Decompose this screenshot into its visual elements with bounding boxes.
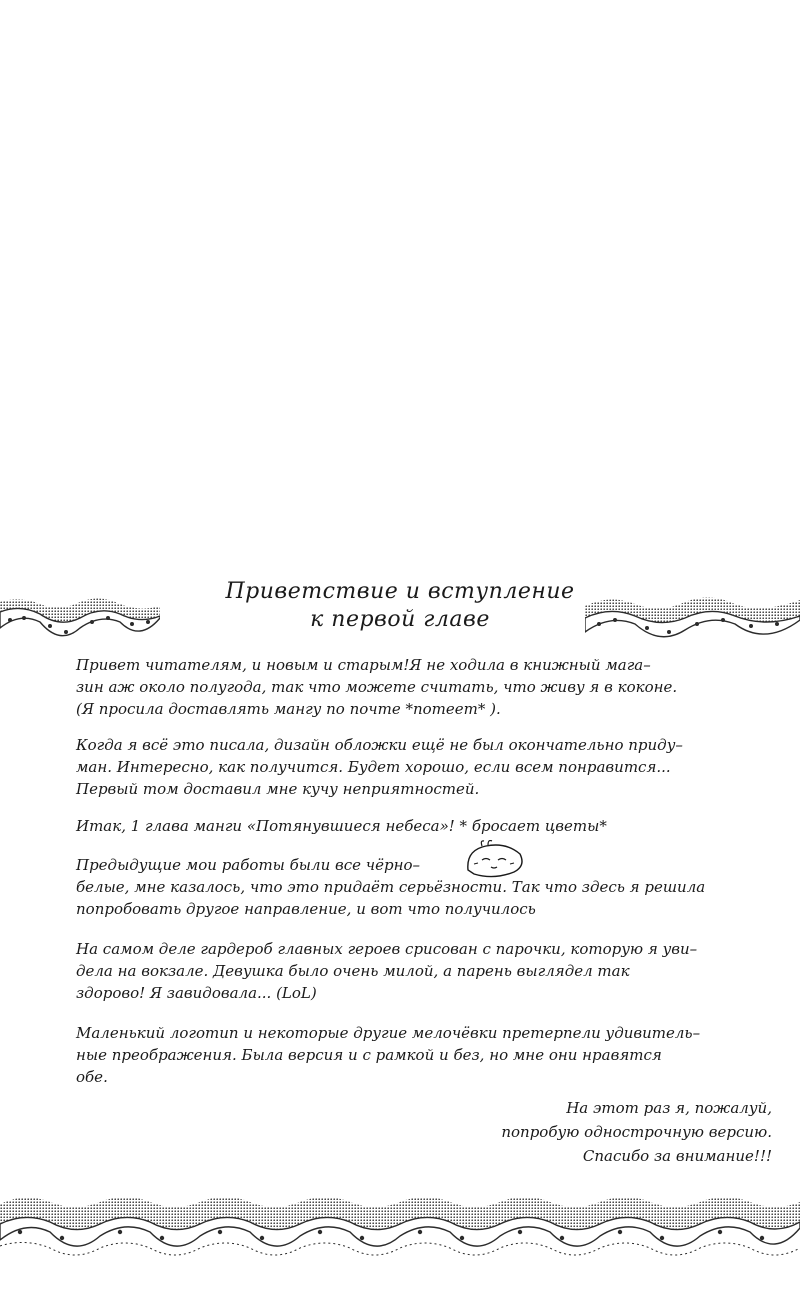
lace-trim-bottom [0, 1192, 800, 1270]
text-line: попробовать другое направление, и вот что получилось [76, 900, 536, 918]
paragraph [76, 1022, 766, 1088]
paragraph [76, 654, 766, 720]
text-line: обе. [76, 1068, 108, 1086]
text-line: (Я просила доставлять мангу по почте *потеет* ). [76, 700, 501, 718]
text-line: ман. Интересно, как получится. Будет хорошо, если всем понравится... [76, 758, 671, 776]
lace-pattern-icon [0, 598, 160, 650]
paragraph [76, 854, 766, 920]
text-line: ные преображения. Была версия и с рамкой и без, но мне они нравятся [76, 1046, 662, 1064]
lace-pattern-icon [0, 1192, 800, 1270]
text-line: попробую однострочную версию. [501, 1123, 772, 1141]
closing-note [501, 1096, 772, 1168]
text-line: На этот раз я, пожалуй, [566, 1099, 772, 1117]
text-line: белые, мне казалось, что это придаёт серьёзности. Так что здесь я решила [76, 878, 706, 896]
paragraph [76, 938, 766, 1004]
text-line: Предыдущие мои работы были все чёрно– [76, 856, 420, 874]
sleepy-face-doodle-icon [462, 840, 526, 885]
text-line: зин аж около полугода, так что можете считать, что живу я в коконе. [76, 678, 678, 696]
title-line: Приветствие и вступление [225, 579, 575, 604]
title-line: к первой главе [310, 607, 490, 632]
paragraph [76, 734, 766, 800]
page-title [170, 578, 630, 634]
text-line: На самом деле гардероб главных героев срисован с парочки, которую я уви– [76, 940, 698, 958]
text-line: дела на вокзале. Девушка было очень милой, а парень выглядел так [76, 962, 630, 980]
text-line: Спасибо за внимание!!! [582, 1147, 772, 1165]
text-line: Привет читателям, и новым и старым!Я не ходила в книжный мага– [76, 656, 651, 674]
text-line: Первый том доставил мне кучу неприятностей. [76, 780, 480, 798]
text-line: Когда я всё это писала, дизайн обложки ещё не был окончательно приду– [76, 736, 683, 754]
lace-trim-top-left [0, 598, 160, 650]
text-line: Итак, 1 глава манги «Потянувшиеся небеса»! * бросает цветы* [76, 817, 607, 835]
paragraph [76, 815, 766, 837]
text-line: Маленький логотип и некоторые другие мелочёвки претерпели удивитель– [76, 1024, 701, 1042]
text-line: здорово! Я завидовала... (LoL) [76, 984, 317, 1002]
